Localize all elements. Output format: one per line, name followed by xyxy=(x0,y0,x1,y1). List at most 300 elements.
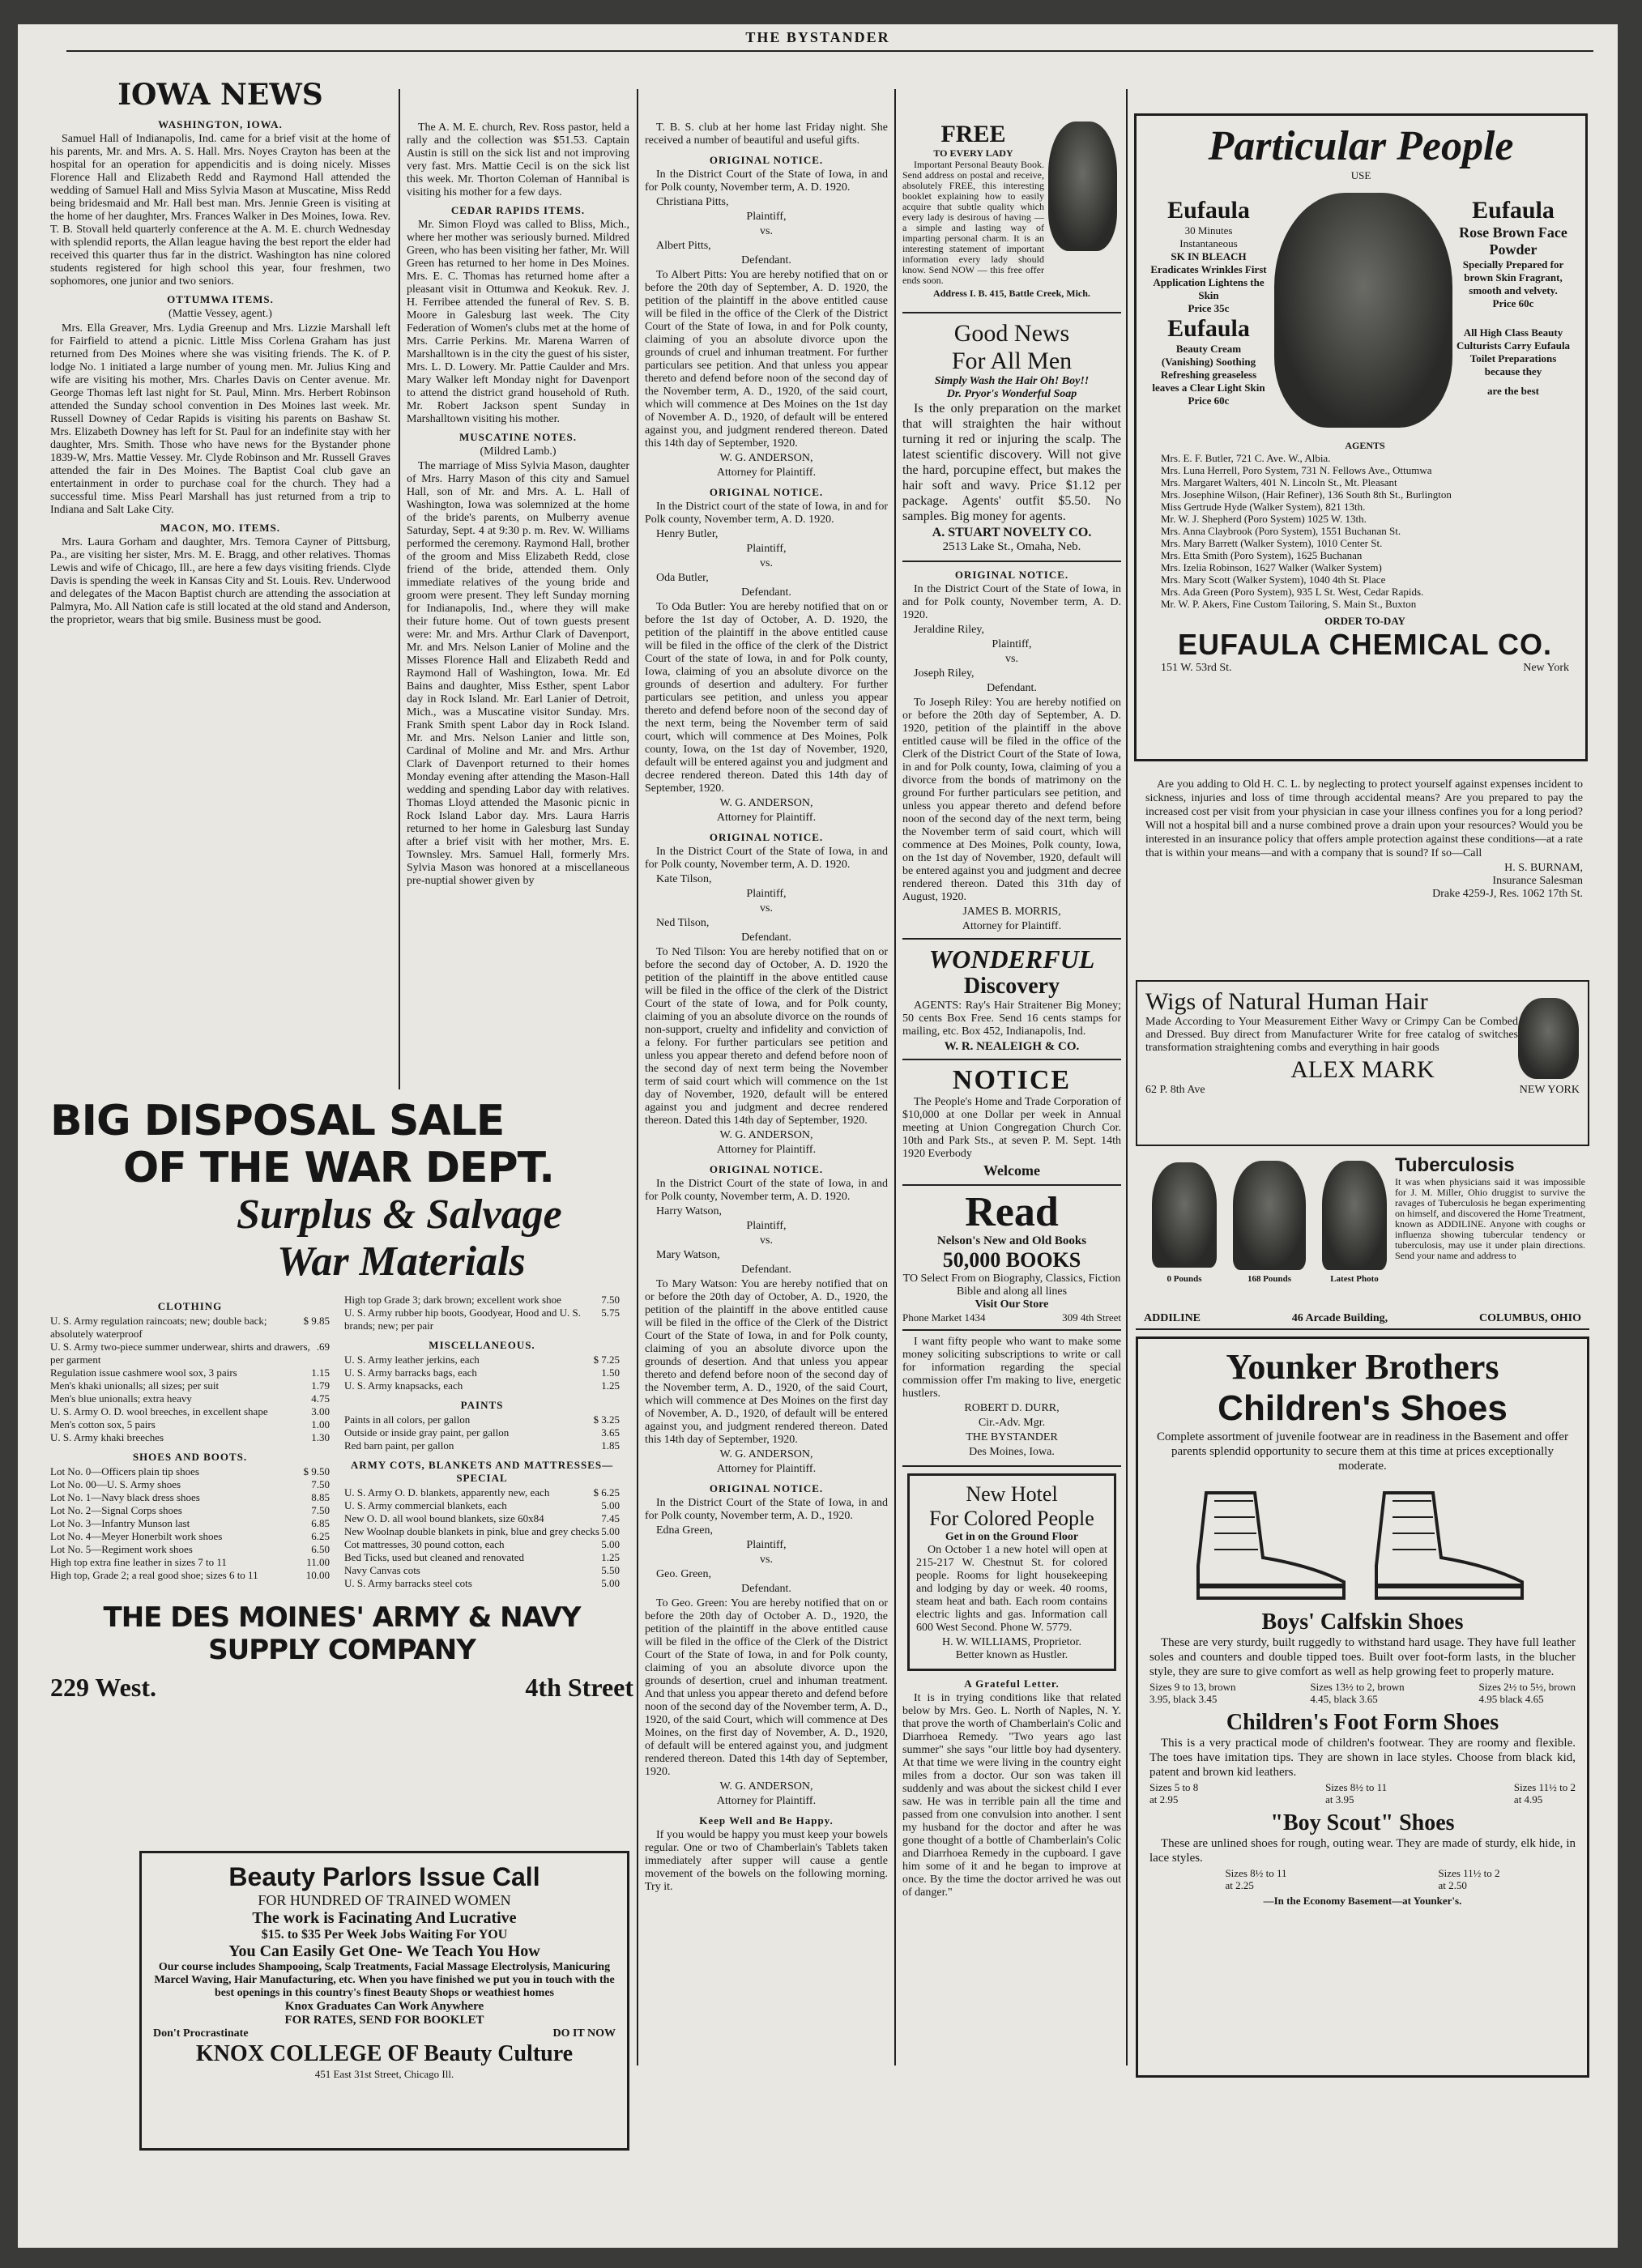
notice-body: To Albert Pitts: You are hereby notified that on or before the 20th day of September, A. D. 1920, the petition of the plaintiff in the above entitled cause will be filed in the office of the Clerk of the District Court of the State of Iowa, in and for Polk county, claiming of you an absolute divorce upon the grounds of cruel and inhuman treatment. For further particulars see petition. And that unless you appear thereto and defend before noon of the second day of the November term, A. D., 1920, of the said court, which will commence at Des Moines on the 1st day of November A. D., 1920, of default will be entered against you, and judgment rendered thereon. Dated this 14th day of September, 1920. xyxy=(645,269,888,450)
read-text: TO Select From on Biography, Classics, Fiction Bible and along all lines xyxy=(902,1273,1121,1298)
price: 1.00 xyxy=(311,1418,330,1430)
agent-item: Mr. W. P. Akers, Fine Custom Tailoring, S. Main St., Buxton xyxy=(1161,598,1417,610)
wigs-title: Wigs of Natural Human Hair xyxy=(1145,988,1428,1015)
hotel-proprietor: H. W. WILLIAMS, Proprietor. xyxy=(941,1636,1081,1648)
item: Lot No. 0—Officers plain tip shoes xyxy=(50,1465,199,1477)
iowa-news-column xyxy=(50,73,390,1089)
size-price: at 2.50 xyxy=(1438,1879,1467,1891)
size-label: Sizes 8½ to 11 xyxy=(1325,1781,1388,1793)
notice-plaintiff: Henry Butler, xyxy=(656,528,719,540)
read-address: 309 4th Street xyxy=(1062,1311,1121,1324)
hotel-text: On October 1 a new hotel will open at 215-217 W. Chestnut St. for colored people. Rooms for light housekeeping and lodging by day or week. 40 rooms, steam heat and bath. Each room contains electric lights and gas. Information call 600 West Second. Phone W. 5779. xyxy=(916,1544,1107,1634)
ottumwa-text: Mrs. Ella Greaver, Mrs. Lydia Greenup and Mrs. Lizzie Marshall left for Fairfield to attend a picnic. Little Miss Corlena Graham has just returned from Des Moines where she was visiting friends. The K. of P. lodge No. 1 initiated a large number of young men. Mr. Julius King and wife are visiting his mother, Mrs. Charles Davis on Center avenue. Mr. George Thomas left last night for St. Paul, Minn. Mrs. Herbert Robinson attended the Sunday school convention in Des Moines last week. Mr. Russell Downey of Cedar Rapids is visiting his parents on Bashaw St. Mrs. Elizabeth Downey has left for St. Paul for an indefinite stay with her daughter, Mrs. Smith. Those who have news for the Bystander phone 1839-W, Mrs. Mattie Vessey. Mr. Clyde Robinson and Mr. Russell Graves attended the fair in Des Moines. The Baptist Coal club gave an entertainment in order to purchase coal for the church. They had a successful time. Miss Pearl Marshall has just returned from a trip to Indiana and Salt Lake City. xyxy=(50,322,390,516)
price-row xyxy=(50,1530,330,1543)
notice-plaintiff-label: Plaintiff, xyxy=(992,638,1032,650)
notice-vs: vs. xyxy=(1005,653,1018,665)
clothing-heading: CLOTHING xyxy=(157,1300,223,1312)
size-price: 3.95, black 3.45 xyxy=(1149,1693,1218,1705)
item: High top Grade 3; dark brown; excellent work shoe xyxy=(344,1294,561,1306)
notice-plaintiff-label: Plaintiff, xyxy=(746,211,787,223)
legal-notices-column xyxy=(645,122,888,2122)
beauty-line-4: Knox Graduates Can Work Anywhere xyxy=(284,2000,484,2013)
item: Red barn paint, per gallon xyxy=(344,1439,454,1452)
disposal-title-1: BIG DISPOSAL SALE xyxy=(50,1098,505,1145)
price-row xyxy=(344,1486,620,1499)
notice-defendant: Joseph Riley, xyxy=(914,667,975,680)
beauty-line-5: FOR RATES, SEND FOR BOOKLET xyxy=(284,2014,484,2027)
wonderful-text: AGENTS: Ray's Hair Straitener Big Money; 50 cents Box Free. Send 16 cents stamps for mailing, etc. Box 452, Indianapolis, Ind. xyxy=(902,1000,1121,1038)
younker-subtitle: Children's Shoes xyxy=(1218,1388,1508,1428)
price-row xyxy=(50,1543,330,1556)
size-label: Sizes 5 to 8 xyxy=(1149,1781,1199,1793)
price-row xyxy=(344,1426,620,1439)
notice-ad xyxy=(902,1060,1121,1186)
price: 1.30 xyxy=(311,1431,330,1443)
agent-item: Miss Gertrude Hyde (Walker System), 821 13th. xyxy=(1161,501,1366,513)
good-news-company: A. STUART NOVELTY CO. xyxy=(932,526,1092,539)
size-option xyxy=(1310,1681,1404,1705)
younker-footer: —In the Economy Basement—at Younker's. xyxy=(1263,1895,1462,1907)
hotel-title: New Hotel xyxy=(966,1482,1058,1506)
notice-plaintiff-label: Plaintiff, xyxy=(746,1220,787,1232)
price-row xyxy=(50,1569,330,1582)
notice-heading: ORIGINAL NOTICE. xyxy=(709,154,824,166)
beauty-parlors-ad xyxy=(139,1851,629,2151)
tuberculosis-text-block xyxy=(1395,1154,1585,1263)
notice-defendant: Mary Watson, xyxy=(656,1249,720,1261)
shoes-heading: SHOES AND BOOTS. xyxy=(132,1451,248,1463)
tbs-club-text: T. B. S. club at her home last Friday night. She received a number of beautiful and useful gifts. xyxy=(645,122,888,147)
item: Lot No. 3—Infantry Munson last xyxy=(50,1517,190,1529)
notice-signature-title: Attorney for Plaintiff. xyxy=(716,1144,817,1156)
price: 7.50 xyxy=(311,1478,330,1490)
read-visit: Visit Our Store xyxy=(975,1298,1049,1311)
notice-signature: W. G. ANDERSON, xyxy=(719,1780,813,1793)
price: 6.85 xyxy=(311,1517,330,1529)
cedar-rapids-heading: CEDAR RAPIDS ITEMS. xyxy=(450,204,586,216)
boy-scout-heading: "Boy Scout" Shoes xyxy=(1270,1810,1455,1835)
ottumwa-heading: OTTUMWA ITEMS. xyxy=(167,293,274,305)
item: Paints in all colors, per gallon xyxy=(344,1413,471,1426)
beauty-line-3: You Can Easily Get One- We Teach You How xyxy=(228,1942,540,1960)
misc-heading: MISCELLANEOUS. xyxy=(429,1339,535,1351)
price: 1.50 xyxy=(601,1366,620,1379)
price: 3.00 xyxy=(311,1405,330,1418)
wigs-company: ALEX MARK xyxy=(1290,1056,1435,1083)
item: Lot No. 2—Signal Corps shoes xyxy=(50,1504,182,1516)
price: $ 3.25 xyxy=(593,1413,620,1426)
masthead: THE BYSTANDER xyxy=(745,29,890,45)
notice-heading: ORIGINAL NOTICE. xyxy=(709,486,824,498)
shoe-illustration xyxy=(1149,1477,1576,1606)
left-brand-2: Eufaula xyxy=(1167,315,1250,342)
notice-defendant: Oda Butler, xyxy=(656,572,709,584)
price: $ 6.25 xyxy=(593,1486,620,1498)
item: U. S. Army barracks bags, each xyxy=(344,1366,477,1379)
notice-heading: ORIGINAL NOTICE. xyxy=(709,1482,824,1494)
beauty-procrastinate: Don't Procrastinate xyxy=(153,2027,249,2040)
disposal-list-right xyxy=(344,1294,620,1590)
size-option xyxy=(1478,1681,1576,1705)
size-label: Sizes 11½ to 2 xyxy=(1438,1867,1500,1879)
subscription-paper: THE BYSTANDER xyxy=(966,1431,1058,1443)
item: Outside or inside gray paint, per gallon xyxy=(344,1426,510,1439)
army-navy-company-2: SUPPLY COMPANY xyxy=(208,1634,476,1666)
subscription-text: I want fifty people who want to make some money soliciting subscriptions to write or call for information regarding the special commission offer I'm making to live, energetic hustlers. xyxy=(902,1336,1121,1400)
newspaper-page xyxy=(18,24,1618,2248)
notice-signature-title: Attorney for Plaintiff. xyxy=(716,1463,817,1475)
price: 6.25 xyxy=(311,1530,330,1542)
left-sub-2: Instantaneous xyxy=(1179,237,1238,249)
item: U. S. Army knapsacks, each xyxy=(344,1379,463,1392)
notice-tilson xyxy=(645,831,888,1157)
notice-plaintiff: Kate Tilson, xyxy=(656,873,712,885)
item: Men's cotton sox, 5 pairs xyxy=(50,1418,156,1430)
beauty-line-2: $15. to $35 Per Week Jobs Waiting For YOU xyxy=(261,1928,508,1942)
woman-wig-image xyxy=(1518,998,1579,1079)
notice-green xyxy=(645,1482,888,1808)
tuberculosis-title: Tuberculosis xyxy=(1395,1154,1515,1176)
ads-column xyxy=(902,122,1121,2130)
paints-heading: PAINTS xyxy=(460,1399,504,1411)
insurance-address: Drake 4259-J, Res. 1062 17th St. xyxy=(1432,888,1583,900)
price-row xyxy=(344,1307,620,1332)
notice-vs: vs. xyxy=(760,1234,773,1247)
notice-vs: vs. xyxy=(760,1554,773,1566)
good-news-subtitle: Simply Wash the Hair Oh! Boy!! xyxy=(934,375,1090,387)
right-text-2: All High Class Beauty Culturists Carry Eufaula Toilet Preparations because they xyxy=(1456,326,1571,377)
price-row xyxy=(50,1366,330,1379)
price-row xyxy=(344,1366,620,1379)
army-navy-address-1: 229 West. xyxy=(50,1673,156,1702)
notice-defendant-label: Defendant. xyxy=(741,1264,791,1276)
wigs-address: 62 P. 8th Ave xyxy=(1145,1084,1205,1096)
notice-body: To Mary Watson: You are hereby notified that on or before the 20th day of October, A. D., 1920, the petition of the plaintiff in the above entitled cause will be filed in the office of the Clerk of the District Court of the State of Iowa, in and for Polk county, claiming of you an absolute divorce upon the grounds of desertion. And that unless you appear thereto and defend before noon of the second day of the November term, A. D., 1920, of the said Court, which will commence at Des Moines on the first day of November, A. D., 1920, of default will be entered against you, and judgment rendered thereon. Dated this 14th day of September, 1920. xyxy=(645,1278,888,1446)
notice-defendant-label: Defendant. xyxy=(741,1583,791,1595)
price-row xyxy=(344,1512,620,1525)
notice-plaintiff: Christiana Pitts, xyxy=(656,196,729,208)
price: 4.75 xyxy=(311,1392,330,1405)
wigs-city: NEW YORK xyxy=(1519,1084,1580,1096)
subscription-title: Cir.-Adv. Mgr. xyxy=(978,1417,1046,1429)
notice-signature: W. G. ANDERSON, xyxy=(719,1448,813,1460)
subscription-ad xyxy=(902,1331,1121,1467)
item: U. S. Army rubber hip boots, Goodyear, Hood and U. S. brands; new; per pair xyxy=(344,1307,581,1332)
tuberculosis-footer-3: COLUMBUS, OHIO xyxy=(1478,1312,1581,1324)
item: U. S. Army two-piece summer underwear, shirts and drawers, per garment xyxy=(50,1341,310,1366)
size-option xyxy=(1325,1781,1387,1805)
price-row xyxy=(344,1551,620,1564)
price: 11.00 xyxy=(306,1556,330,1568)
item: Regulation issue cashmere wool sox, 3 pairs xyxy=(50,1366,237,1379)
notice-heading: ORIGINAL NOTICE. xyxy=(709,1163,824,1175)
price-row xyxy=(344,1499,620,1512)
muscatine-heading: MUSCATINE NOTES. xyxy=(458,431,578,443)
foot-form-sizes-row xyxy=(1149,1781,1576,1805)
good-news-title: Good News xyxy=(953,320,1070,347)
notice-vs: vs. xyxy=(760,225,773,237)
wonderful-ad xyxy=(902,938,1121,1060)
woman-portrait-image xyxy=(1274,193,1452,428)
item: Men's khaki unionalls; all sizes; per suit xyxy=(50,1379,220,1392)
price: $ 9.85 xyxy=(303,1315,330,1327)
notice-body: To Ned Tilson: You are hereby notified that on or before the second day of October, A. D. 1920 the petition of the plaintiff in the above entitled cause will be filed in the office of the clerk of the District Court of the state of Iowa, and for Polk county, claiming of you an absolute divorce on the rounds of non-support, cruelty and infidelity and conviction of a felony. For further particulars see petition and unless you appear thereto and defend before noon of the second day of next term being the November term of said court which will commence on the 1st day of November, 1920, default will be entered against you and judgment and decree rendered thereon. Dated this 14th day of September, 1920. xyxy=(645,946,888,1127)
price-row xyxy=(50,1517,330,1530)
left-brand: Eufaula xyxy=(1167,197,1250,224)
disposal-title-3: Surplus & Salvage xyxy=(237,1192,562,1238)
knox-college-name: KNOX COLLEGE OF Beauty Culture xyxy=(195,2041,574,2066)
tuberculosis-footer-1: ADDILINE xyxy=(1144,1312,1201,1324)
size-price: at 2.25 xyxy=(1225,1879,1254,1891)
notice-watson xyxy=(645,1163,888,1476)
boy-scout-text: These are unlined shoes for rough, outing wear. They are made of sturdy, elk hide, in lace styles. xyxy=(1149,1837,1576,1865)
keep-well-text: If you would be happy you must keep your bowels regular. One or two of Chamberlain's Tablets taken immediately after supper will cause a gentle movement of the bowels on the following morning. Try it. xyxy=(645,1829,888,1893)
notice-body: To Joseph Riley: You are hereby notified on or before the 20th day of September, A. D. 1920, petition of the plaintiff in the above entitled cause will be filed in the office of the Clerk of the District Court of the State of Iowa, in and for Polk county, Iowa, claiming of you a divorce from the bonds of matrimony on the ground For further particulars see petition, and unless you appear thereto and defend before noon of the second day of the next term, being the November term of said court, which will commence at Des Moines, Polk county, Iowa, on the 1st day of November, 1920, default will be entered against you and judgment and decree rendered thereon. Dated this 31th day of August, 1920. xyxy=(902,697,1121,903)
notice-defendant: Albert Pitts, xyxy=(656,240,711,252)
notice-heading: ORIGINAL NOTICE. xyxy=(709,831,824,843)
item: U. S. Army regulation raincoats; new; double back; absolutely waterproof xyxy=(50,1315,267,1340)
price-row xyxy=(344,1294,620,1307)
younker-intro: Complete assortment of juvenile footwear are in readiness in the Basement and offer parents splendid opportunity to secure them at this time at prices exceptionally moderate. xyxy=(1157,1430,1568,1473)
free-title: FREE xyxy=(940,122,1006,147)
price: $ 9.50 xyxy=(303,1465,330,1477)
tuberculosis-footer xyxy=(1144,1312,1581,1325)
eufaula-city: New York xyxy=(1523,662,1569,674)
price-row xyxy=(50,1341,330,1366)
particular-use: USE xyxy=(1350,169,1371,181)
wonderful-title: WONDERFUL xyxy=(928,944,1095,974)
notice-court: In the District Court of the State of Iowa, in and for Polk county, November term, A. D. 1920. xyxy=(902,583,1121,621)
photo-caption-3: Latest Photo xyxy=(1330,1274,1379,1284)
masthead-rule xyxy=(66,50,1593,52)
wigs-text: Made According to Your Measurement Either Wavy or Crimpy Can be Combed and Dressed. Buy direct from Manufacturer Write for free catalog of switches transformation straightening combs and everything in hair goods xyxy=(1145,1016,1518,1054)
price-row xyxy=(344,1354,620,1366)
price-row xyxy=(50,1491,330,1504)
good-news-title-2: For All Men xyxy=(951,347,1073,374)
agent-item: Mrs. Mary Barrett (Walker System), 1010 Center St. xyxy=(1161,537,1383,549)
price: 1.25 xyxy=(601,1379,620,1392)
free-subtitle: TO EVERY LADY xyxy=(933,147,1013,159)
agent-item: Mrs. Mary Scott (Walker System), 1040 4th St. Place xyxy=(1161,573,1386,586)
agent-item: Mrs. Etta Smith (Poro System), 1625 Buchanan xyxy=(1161,549,1363,561)
boy-scout-sizes-row xyxy=(1149,1867,1576,1891)
agent-item: Mr. W. J. Shepherd (Poro System) 1025 W. 13th. xyxy=(1161,513,1367,525)
price: 8.85 xyxy=(311,1491,330,1503)
grateful-letter-heading: A Grateful Letter. xyxy=(964,1678,1060,1690)
man-photo-3 xyxy=(1322,1161,1387,1270)
size-price: at 3.95 xyxy=(1325,1793,1354,1805)
size-option xyxy=(1149,1681,1236,1705)
wigs-address-row xyxy=(1145,1084,1580,1097)
price-row xyxy=(50,1504,330,1517)
notice-defendant: Geo. Green, xyxy=(656,1568,712,1580)
column-two xyxy=(407,122,629,1089)
right-brand: Eufaula xyxy=(1472,197,1555,224)
price-row xyxy=(344,1525,620,1538)
item: Navy Canvas cots xyxy=(344,1564,420,1576)
eufaula-company: EUFAULA CHEMICAL CO. xyxy=(1177,628,1552,661)
iowa-news-title: IOWA NEWS xyxy=(117,78,323,112)
item: U. S. Army O. D. wool breeches, in excellent shape xyxy=(50,1405,268,1418)
good-news-ad xyxy=(902,313,1121,562)
subscription-city: Des Moines, Iowa. xyxy=(969,1446,1055,1458)
price-row xyxy=(344,1413,620,1426)
size-option xyxy=(1514,1781,1576,1805)
muscatine-agent: (Mildred Lamb.) xyxy=(480,446,557,458)
insurance-ad xyxy=(1145,778,1583,980)
item: New O. D. all wool bound blankets, size 60x84 xyxy=(344,1512,544,1524)
price: 5.00 xyxy=(601,1499,620,1511)
price: 1.79 xyxy=(311,1379,330,1392)
notice-signature: W. G. ANDERSON, xyxy=(719,452,813,464)
price-row xyxy=(50,1405,330,1418)
macon-text: Mrs. Laura Gorham and daughter, Mrs. Temora Cayner of Pittsburg, Pa., are visiting her sister, Mrs. M. E. Bragg, and other relatives. Thomas Lewis and wife of Chicago, Ill., are here a few days visiting friends. Clyde Davis is spending the week in Kansas City and St. Louis. Rev. Underwood and delegates of the Macon Baptist church are attending the association at Palmyra, Mo. All Nation cafe is still located at the old stand and Anderson, the proprietor, wears that big smile. Business must be good. xyxy=(50,536,390,626)
price: 5.50 xyxy=(601,1564,620,1576)
item: High top, Grade 2; a real good shoe; sizes 6 to 11 xyxy=(50,1569,258,1581)
wonderful-title-2: Discovery xyxy=(963,974,1060,999)
read-ad xyxy=(902,1186,1121,1331)
notice-defendant-label: Defendant. xyxy=(741,586,791,599)
column-rule xyxy=(894,89,896,2066)
notice-defendant: Ned Tilson, xyxy=(656,917,710,929)
knox-college-address: 451 East 31st Street, Chicago Ill. xyxy=(314,2068,454,2080)
beauty-line-1: The work is Facinating And Lucrative xyxy=(252,1909,517,1927)
notice-court: In the District Court of the state of Iowa, in and for Polk county, November term, A. D. 1920. xyxy=(645,1178,888,1203)
size-option xyxy=(1225,1867,1286,1891)
grateful-letter-text: It is in trying conditions like that related below by Mrs. Geo. L. North of Naples, N. Y. that prove the worth of Chamberlain's Colic and Diarrhoea Remedy. "Two years ago last summer" she says "our little boy had dysentery. At that time we were living in the country eight miles from a doctor. Our son was taken ill suddenly and was about the sickest child I ever saw. He was in terrible pain all the time and passed from one convulsion into another. I sent my husband for the doctor and after he was gone thought of a bottle of Chamberlain's Colic and Diarrhoea Remedy in the cupboard. I gave him some of it and he began to improve at once. By the time the doctor arrived he was out of danger." xyxy=(902,1692,1121,1899)
notice-defendant-label: Defendant. xyxy=(741,254,791,266)
disposal-sale-ad xyxy=(50,1098,633,1843)
price-row xyxy=(50,1556,330,1569)
subscription-name: ROBERT D. DURR, xyxy=(964,1402,1060,1414)
right-price: Price 60c xyxy=(1492,297,1534,309)
size-option xyxy=(1149,1781,1198,1805)
price: 1.25 xyxy=(601,1551,620,1563)
notice-signature-title: Attorney for Plaintiff. xyxy=(716,467,817,479)
agent-item: Mrs. Anna Claybrook (Poro System), 1551 Buchanan St. xyxy=(1161,525,1401,537)
agent-item: Mrs. E. F. Butler, 721 C. Ave. W., Albia. xyxy=(1161,452,1331,464)
foot-form-text: This is a very practical mode of children's footwear. They are roomy and flexible. The toes have imitation tips. They are shown in lace styles. Choose from black kid, patent and brown kid leathers. xyxy=(1149,1737,1576,1779)
beauty-text: Our course includes Shampooing, Scalp Treatments, Facial Massage Electrolysis, Manicuring Marcel Waving, Hair Manufacturing, etc. When you have finished we put you in touch with the best openings in this country's finest Beauty Shops or weathiest homes xyxy=(154,1961,615,1999)
notice-signature: W. G. ANDERSON, xyxy=(719,1129,813,1141)
eufaula-address: 151 W. 53rd St. xyxy=(1161,662,1232,674)
boys-sizes-row xyxy=(1149,1681,1576,1705)
particular-title: Particular People xyxy=(1208,123,1514,169)
insurance-text: Are you adding to Old H. C. L. by neglecting to protect yourself against expenses incident to sickness, injuries and loss of time through accidental means? Are you prepared to pay the increased cost per visit from your physician in case your illness confines you for a long period? Will not a hospital bill and a nurse combined prove a drain upon your resources? Would you be interested in an insurance policy that offers ample protection against these conditions—at a rate that is within your means—and with a company that is sound? If so—Call xyxy=(1145,778,1583,859)
boys-calfskin-heading: Boys' Calfskin Shoes xyxy=(1261,1609,1464,1635)
notice-body: To Oda Butler: You are hereby notified that on or before the 1st day of October, A. D. 1920, the petition of the plaintiff in the above entitled cause will be filed in the office of the clerk of the District Court of the state of Iowa, in and for Polk county, Iowa, claiming of you an absolute divorce on the grounds of desertion and adultery. For further particulars see petition, and unless you appear thereto and defend before noon of the second day of the next term, being the November term of said court, which will commence at Des Moines, Polk county, Iowa, on the 1st day of November, 1920, default will be entered against you and judgment and decree rendered thereon. Dated this 14th day of September, 1920. xyxy=(645,601,888,795)
item: Bed Ticks, used but cleaned and renovated xyxy=(344,1551,525,1563)
notice-ad-title: NOTICE xyxy=(952,1065,1072,1095)
column-rule xyxy=(1126,89,1128,2066)
photo-caption-1: 0 Pounds xyxy=(1166,1274,1202,1284)
notice-court: In the District court of the state of Iowa, in and for Polk county, November term, A. D. 1920. xyxy=(645,501,888,526)
size-price: at 4.95 xyxy=(1513,1793,1543,1805)
particular-people-ad xyxy=(1134,113,1588,761)
notice-plaintiff: Edna Green, xyxy=(656,1524,713,1537)
read-books-count: 50,000 BOOKS xyxy=(942,1248,1081,1272)
wonderful-company: W. R. NEALEIGH & CO. xyxy=(944,1040,1080,1053)
notice-ad-text: The People's Home and Trade Corporation of $10,000 at one Dollar per week in Annual meeting at Union Congregation Church Cor. 10th and Park Sts., at seven P. M. Sept. 14th 1920 Everbody xyxy=(902,1096,1121,1160)
item: Lot No. 4—Meyer Honerbilt work shoes xyxy=(50,1530,223,1542)
younker-brothers-ad xyxy=(1136,1336,1589,2078)
agents-heading: AGENTS xyxy=(1345,440,1385,451)
read-phone: Phone Market 1434 xyxy=(902,1311,986,1324)
notice-signature-title: Attorney for Plaintiff. xyxy=(962,920,1062,932)
washington-text: Samuel Hall of Indianapolis, Ind. came for a brief visit at the home of his parents, Mr. and Mrs. A. S. Hall. Mrs. Noyes Crayton has been at the hospital for an operation for appendicitis and is doing nicely. Misses Florence Hall and Elizabeth Redd and Raymond Hall attended the wedding of Samuel Hall and Miss Sylvia Mason at Muscatine, Miss Redd being bridesmaid and Mr. Hall best man. Mrs. Jennie Green is visiting at the home of her daughter, Mrs. Frances Walker in Des Moines, Iowa. Rev. T. B. Stovall held quarterly conference at the A. M. E. church Wednesday with splendid reports, the Allan league having the best report the elder had received this quarter thus far in the district. Washington has nine colored students registered for high school this year, four freshmen, two sophomores, one junior and two seniors. xyxy=(50,133,390,288)
ottumwa-agent: (Mattie Vessey, agent.) xyxy=(168,308,272,320)
price-row xyxy=(344,1379,620,1392)
item: U. S. Army barracks steel cots xyxy=(344,1577,472,1589)
read-contact-row xyxy=(902,1311,1121,1324)
hotel-subtitle: Get in on the Ground Floor xyxy=(945,1531,1079,1543)
price: 7.50 xyxy=(601,1294,620,1306)
price: $ 7.25 xyxy=(593,1354,620,1366)
muscatine-text: The marriage of Miss Sylvia Mason, daughter of Mrs. Harry Mason of this city and Samuel Hall, son of Mr. and Mrs. A. L. Hall of Washington, Iowa was solemnized at the home of the bride's parents, on Mulberry avenue Saturday, Sept. 4 at 9:30 p. m. Rev. W. Williams performed the ceremony. Raymond Hall, brother of the groom and Miss Elizabeth Redd, close friend of the bride, attended them. Only immediate relatives of the young bride and groom were present. They left Sunday morning for Indianapolis, Ind., where they will make their future home. Out of town guests present were: Mr. and Mrs. Arthur Clark of Davenport, Mr. and Mrs. Nelson Lanier of Moline and the Misses Florence Hall and Elizabeth Redd and Raymond Hall of Washington, Iowa. Mr. Ed Bains and daughter, Miss Esther, spent Labor day in Rock Island. Mr. Earl Lanier of Detroit, Mich., was a Muscatine visitor Sunday. Mrs. Frank Smith spent Labor day in Rock Island. Mr. and Mrs. Nelson Lanier and little son, Cardinal of Moline and Mr. and Mrs. Arthur Clark of Davenport returned to their homes Monday evening after attending the Mason-Hall wedding and spending Labor day with relatives. Thomas Lloyd attended the Masonic picnic in Rock Island Labor day. Mrs. Laura Harris returned to her home in Galesburg last Sunday after a brief visit with her mother, Mrs. E. Townsley. Mrs. Samuel Hall, formerly Mrs. Sylvia Mason was honored at a miscellaneous pre-nuptial shower given by xyxy=(407,460,629,887)
cedar-rapids-text: Mr. Simon Floyd was called to Bliss, Mich., where her mother was seriously burned. Mildred Green, who has been visiting her father, Mr. Will Green has returned to her home in Des Moines. Mrs. E. C. Thomas has returned home after a pleasant visit in Ottumwa and Keokuk. Rev. J. H. Ferribee attended the funeral of Rev. S. B. Moore in Galesburg last week. The City Federation of Women's clubs met at the home of Mrs. Carrie Perkins. Mr. Marena Warren of Marshalltown is in the city the guest of his sister, Mrs. L. D. Lowery. Mr. Pattie Caulder and Mrs. Mary Walker left Monday night for Davenport to attend the district grand household of Ruth. Mr. Robert Jackson spent Sunday in Marshalltown visiting his mother. xyxy=(407,219,629,425)
notice-court: In the District Court of the State of Iowa, in and for Polk county, November term, A. D. 1920. xyxy=(645,846,888,871)
item: High top extra fine leather in sizes 7 to 11 xyxy=(50,1556,227,1568)
notice-plaintiff-label: Plaintiff, xyxy=(746,888,787,900)
foot-form-heading: Children's Foot Form Shoes xyxy=(1226,1710,1499,1735)
item: New Woolnap double blankets in pink, blue and grey checks xyxy=(344,1525,599,1537)
beauty-title: Beauty Parlors Issue Call xyxy=(228,1862,540,1891)
eufaula-address-row xyxy=(1161,662,1569,675)
younker-title: Younker Brothers xyxy=(1226,1347,1499,1387)
agent-item: Mrs. Ada Green (Poro System), 935 L St. West, Cedar Rapids. xyxy=(1161,586,1424,598)
notice-plaintiff: Harry Watson, xyxy=(656,1205,723,1217)
left-sub-1: 30 Minutes xyxy=(1184,224,1233,237)
order-today: ORDER TO-DAY xyxy=(1324,615,1405,627)
army-navy-company: THE DES MOINES' ARMY & NAVY xyxy=(103,1601,581,1634)
notice-butler xyxy=(645,486,888,825)
price-row xyxy=(50,1418,330,1431)
size-label: Sizes 8½ to 11 xyxy=(1225,1867,1287,1879)
notice-ad-welcome: Welcome xyxy=(983,1162,1040,1179)
disposal-title-2: OF THE WAR DEPT. xyxy=(123,1144,554,1192)
notice-court: In the District Court of the State of Iowa, in and for Polk county, November term, A. D., 1920. xyxy=(645,1497,888,1522)
agent-item: Mrs. Josephine Wilson, (Hair Refiner), 136 South 8th St., Burlington xyxy=(1161,488,1452,501)
size-label: Sizes 2½ to 5½, brown xyxy=(1478,1681,1576,1693)
disposal-price-lists xyxy=(50,1294,633,1590)
item: Lot No. 00—U. S. Army shoes xyxy=(50,1478,181,1490)
size-label: Sizes 13½ to 2, brown xyxy=(1310,1681,1405,1693)
hotel-title-2: For Colored People xyxy=(929,1507,1094,1530)
insurance-title: Insurance Salesman xyxy=(1492,875,1583,887)
left-sub-4: Beauty Cream xyxy=(1175,343,1242,355)
column-rule xyxy=(399,89,400,1089)
price-row xyxy=(344,1564,620,1577)
washington-heading: WASHINGTON, IOWA. xyxy=(158,118,283,130)
tuberculosis-footer-2: 46 Arcade Building, xyxy=(1291,1312,1388,1324)
boys-calfskin-text: These are very sturdy, built ruggedly to withstand hard usage. They have full leather soles and counters and double tipped toes. Built over foot-form lasts, in the blucher style, they are sure to give comfort as well as help growing feet to properly mature. xyxy=(1149,1636,1576,1678)
beauty-subtitle: FOR HUNDRED OF TRAINED WOMEN xyxy=(258,1892,511,1908)
read-title: Read xyxy=(965,1189,1059,1235)
good-news-address: 2513 Lake St., Omaha, Neb. xyxy=(942,540,1081,553)
price: 1.85 xyxy=(601,1439,620,1452)
notice-plaintiff-label: Plaintiff, xyxy=(746,543,787,555)
notice-plaintiff-label: Plaintiff, xyxy=(746,1539,787,1551)
photo-caption-2: 168 Pounds xyxy=(1247,1274,1292,1284)
price-row xyxy=(344,1538,620,1551)
item: U. S. Army O. D. blankets, apparently new, each xyxy=(344,1486,550,1498)
new-hotel-ad xyxy=(907,1473,1116,1671)
wigs-ad xyxy=(1136,980,1589,1146)
notice-plaintiff: Jeraldine Riley, xyxy=(914,624,984,636)
size-label: Sizes 11½ to 2 xyxy=(1513,1781,1576,1793)
right-sub: Rose Brown Face Powder xyxy=(1459,224,1567,258)
army-navy-address-2: 4th Street xyxy=(525,1673,633,1702)
